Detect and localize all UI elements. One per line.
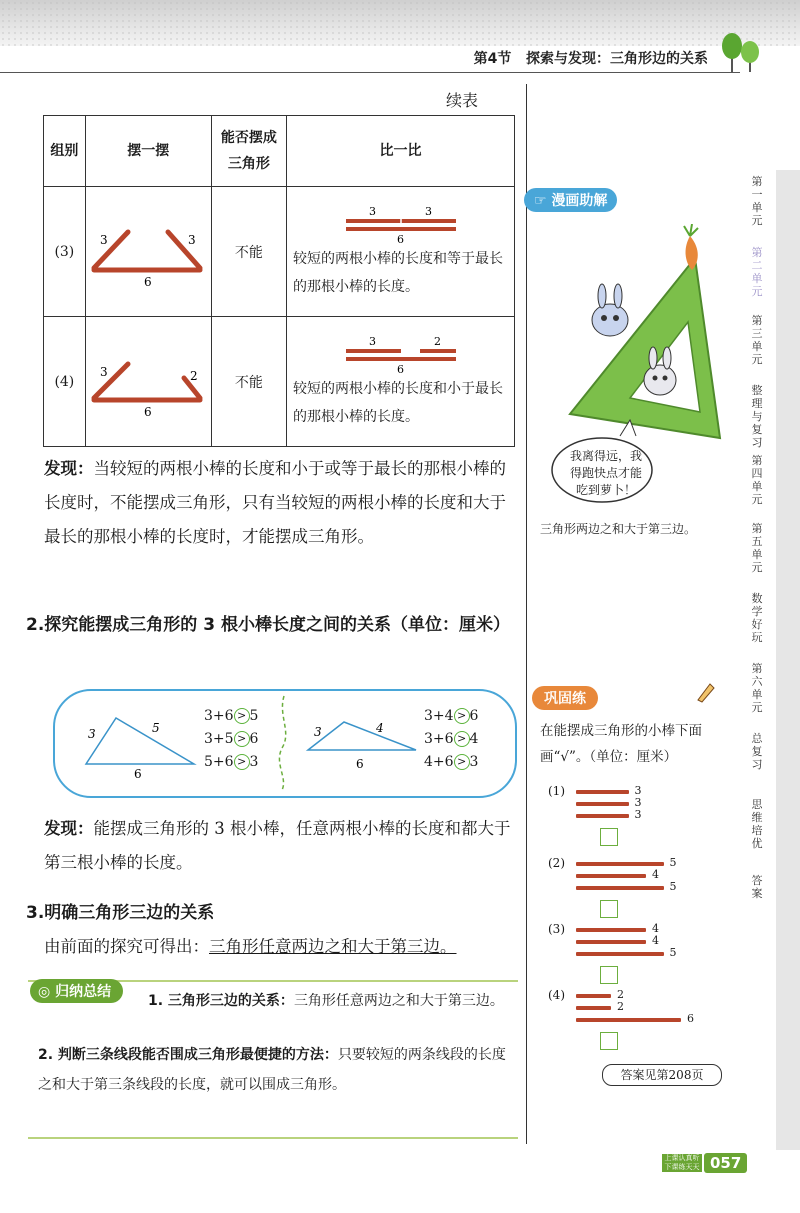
compare-label: 2 [433,336,441,348]
arrange-figure [85,187,211,317]
practice-stick [576,802,629,806]
unit-tab[interactable]: 总 复 习 [751,732,763,771]
side-label: 5 [152,721,160,735]
practice-stick-length: 5 [669,946,677,959]
compare-label: 3 [424,206,432,218]
practice-stick [576,862,664,866]
section-title: 探索与发现：三角形边的关系 [526,51,708,67]
unit-tab[interactable]: 答 案 [751,874,763,900]
can-form-result: 不能 [211,317,286,447]
arrange-figure [85,317,211,447]
finding-text: 当较短的两根小棒的长度和小于或等于最长的那根小棒的长度时，不能摆成三角形，只有当较短的两根小棒的长度和大于最长的那根小棒的长度时，才能摆成三角形。 [44,459,506,546]
compare-cell [287,187,515,317]
can-form-result: 不能 [211,187,286,317]
practice-stick [576,940,646,944]
compare-cell [287,317,515,447]
header-arrange: 摆一摆 [85,116,211,187]
compare-figure-icon [289,337,513,375]
practice-stick-length: 2 [617,1000,624,1013]
practice-stick [576,814,629,818]
unit-tab[interactable]: 第 一 单 元 [751,175,763,227]
conclusion [44,930,457,964]
practice-stick-length: 4 [652,934,659,947]
header-can-form: 能否摆成三角形 [211,116,286,187]
practice-stick-length: 2 [617,988,624,1001]
compare-circle: > [454,731,470,747]
pencil-icon [694,682,716,704]
footer-logo: 上课认真听 下课练天天 [662,1154,702,1172]
practice-stick-length: 3 [634,784,642,797]
practice-stick-length: 5 [669,880,677,893]
heading-2: 2.探究能摆成三角形的 3 根小棒长度之间的关系（单位：厘米） [26,615,510,635]
comic-badge: ☞ 漫画助解 [524,188,617,212]
compare-circle: > [234,754,250,770]
unit-tab[interactable]: 数 学 好 玩 [751,592,763,644]
practice-badge: 巩固练 [532,686,598,710]
finding-2 [44,812,520,880]
practice-group-label: (2) [548,856,565,870]
side-label: 2 [190,368,198,383]
stick-figure-icon [86,340,210,420]
side-label: 3 [88,727,96,741]
check-box[interactable] [600,828,618,846]
practice-stick [576,994,611,998]
continued-label: 续表 [446,91,479,110]
practice-stick [576,1006,611,1010]
unit-tab[interactable]: 第 三 单 元 [751,314,763,366]
inequality: 3+4 > 6 [424,708,479,724]
column-divider [526,84,527,1144]
check-box[interactable] [600,966,618,984]
page-number: 057 [704,1153,747,1173]
finding-text: 能摆成三角形的 3 根小棒，任意两根小棒的长度和都大于第三根小棒的长度。 [44,819,511,872]
side-label: 3 [188,232,196,247]
practice-group-label: (3) [548,922,565,936]
inequalities-1 [204,705,258,774]
practice-group-label: (4) [548,988,565,1002]
group-label: (3) [44,187,86,317]
table-row [44,317,515,447]
side-label: 6 [144,404,152,419]
tab-strip [776,170,800,1150]
table-header-row [44,116,515,187]
compare-text: 较短的两根小棒的长度和等于最长的那根小棒的长度。 [293,250,504,295]
check-box[interactable] [600,1032,618,1050]
inequality: 3+5 > 6 [204,731,259,747]
side-label: 3 [100,232,108,247]
compare-label: 6 [396,232,404,245]
practice-stick [576,790,629,794]
rabbit-icon [644,365,676,395]
practice-stick [576,928,646,932]
side-label: 4 [376,721,384,735]
table-row [44,187,515,317]
compare-circle: > [454,708,470,724]
side-label: 3 [100,364,108,379]
practice-stick-length: 4 [652,922,659,935]
practice-group-label: (1) [548,784,565,798]
inequalities-2 [424,705,478,774]
side-label: 6 [356,757,364,771]
speech-text: 我离得远，我得跑快点才能吃到萝卜！ [569,449,642,497]
finding-label: 发现： [44,459,94,478]
unit-tab[interactable]: 整 理 与 复 习 [751,384,763,449]
practice-stick-length: 3 [634,808,642,821]
unit-tab[interactable]: 思 维 培 优 [751,798,763,850]
unit-tab[interactable]: 第 五 单 元 [751,522,763,574]
conclusion-rule: 三角形任意两边之和大于第三边。 [209,937,457,956]
inequality: 3+6 > 5 [204,708,259,724]
unit-tab[interactable]: 第 四 单 元 [751,454,763,506]
compare-figure-icon [289,207,513,245]
header-rule [0,72,740,73]
header-group: 组别 [44,116,86,187]
summary-item-1: 1. 三角形三边的关系：三角形任意两边之和大于第三边。 [148,993,504,1009]
heading-3: 3.明确三角形三边的关系 [26,903,215,923]
conclusion-prefix: 由前面的探究可得出： [44,937,209,956]
check-box[interactable] [600,900,618,918]
unit-tab[interactable]: 第 六 单 元 [751,662,763,714]
practice-stick-length: 3 [634,796,642,809]
hand-icon: ☞ [534,193,547,209]
finding-label: 发现： [44,819,94,838]
rabbit-icon [592,304,628,336]
compare-label: 6 [396,362,404,375]
compare-label: 3 [368,206,376,218]
inequality: 5+6 > 3 [204,754,259,770]
target-icon: ◎ [38,984,51,1000]
practice-stick [576,874,646,878]
practice-stick [576,1018,681,1022]
side-label: 6 [144,274,152,289]
side-label: 3 [314,725,322,739]
practice-stick-length: 5 [669,856,677,869]
practice-instruction: 在能摆成三角形的小棒下面画“√”。（单位：厘米） [540,723,702,765]
practice-stick-length: 6 [687,1012,694,1025]
summary-item-2: 2. 判断三条线段能否围成三角形最便捷的方法：只要较短的两条线段的长度之和大于第三条线段的长度，就可以围成三角形。 [38,1047,506,1093]
summary-badge: ◎ 归纳总结 [30,979,123,1003]
stick-figure-icon [86,210,210,290]
comic-caption: 三角形两边之和大于第三边。 [540,522,697,536]
inequality: 3+6 > 4 [424,731,479,747]
group-label: (4) [44,317,86,447]
practice-stick [576,886,664,890]
unit-tab[interactable]: 第 二 单 元 [751,246,763,298]
finding-1 [44,452,520,554]
answer-reference: 答案见第208页 [602,1064,722,1086]
trees-icon [720,30,764,74]
compare-circle: > [234,731,250,747]
header-band [0,0,800,46]
header-compare: 比一比 [287,116,515,187]
compare-label: 3 [368,336,376,348]
practice-stick-length: 4 [652,868,659,881]
compare-text: 较短的两根小棒的长度和小于最长的那根小棒的长度。 [293,380,504,425]
stick-table [43,115,515,447]
compare-circle: > [234,708,250,724]
side-label: 6 [134,767,142,781]
practice-stick [576,952,664,956]
section-header [474,46,708,72]
section-label: 第4节 [473,51,512,67]
inequality: 4+6 > 3 [424,754,479,770]
compare-circle: > [454,754,470,770]
